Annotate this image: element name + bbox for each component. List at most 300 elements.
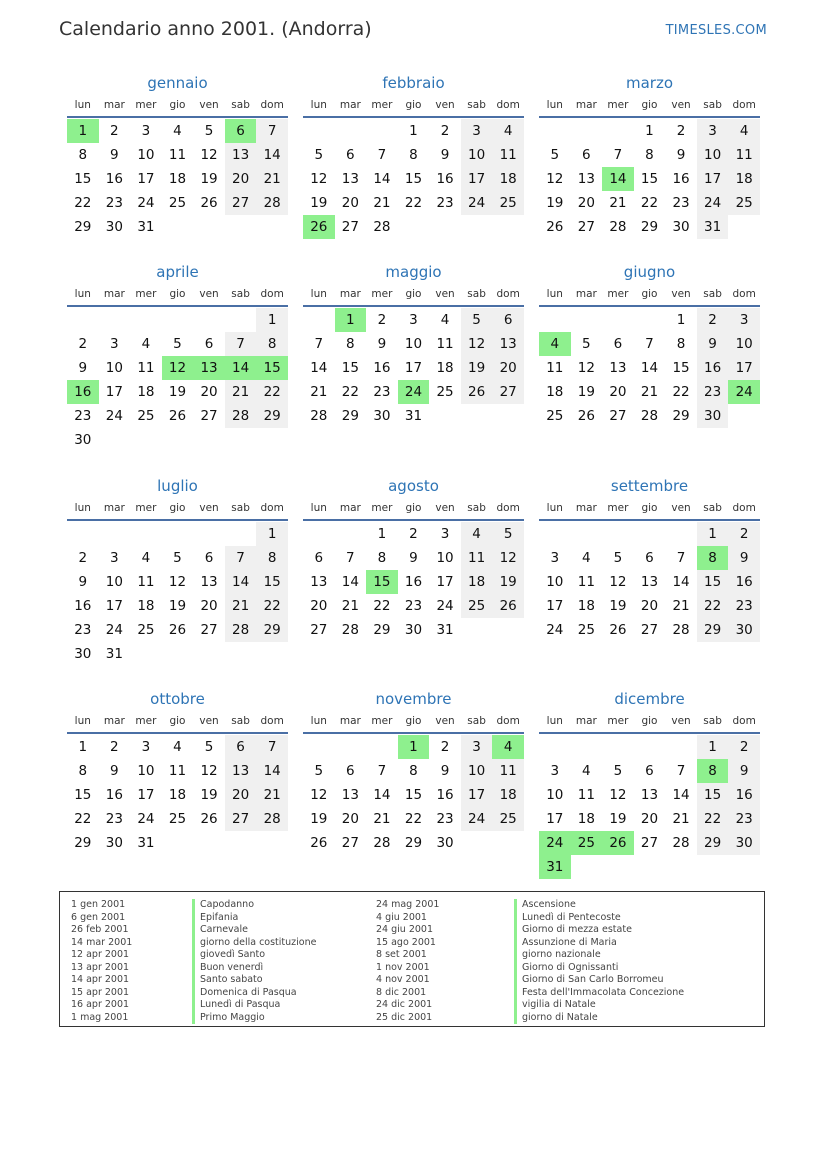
day-cell: 1 [377,526,387,542]
day-cell: 3 [440,526,450,542]
weekday-label: gio [169,99,186,111]
day-cell: 1 [256,308,288,332]
day-grid [539,308,760,452]
brand-link[interactable]: TIMESLES.COM [665,23,767,38]
day-cell: 9 [110,147,119,163]
day-cell: 17 [404,360,423,376]
day-cell: 9 [697,332,729,356]
day-cell: 5 [613,763,623,779]
holiday-name: vigilia di Natale [514,999,684,1012]
holiday-date: 1 mag 2001 [71,1011,129,1023]
day-cell: 10 [697,143,729,167]
day-cell: 30 [404,622,423,638]
weekday-label: lun [74,288,91,300]
day-cell: 15 [404,787,423,803]
day-cell: 27 [492,380,524,404]
weekday-header [67,710,288,734]
weekday-label: dom [260,502,284,514]
month-name: marzo [625,74,674,92]
day-cell: 18 [577,598,595,614]
day-cell: 23 [436,195,454,211]
day-cell: 10 [461,143,493,167]
day-cell-holiday: 8 [697,759,729,783]
day-cell: 6 [314,550,324,566]
weekday-label: sab [467,99,486,111]
day-blank [665,522,697,546]
day-cell: 6 [613,336,623,352]
day-cell: 31 [404,408,423,424]
day-cell: 9 [728,546,760,570]
holiday-names-col-2 [514,899,684,1024]
weekday-label: dom [496,715,520,727]
day-cell: 20 [341,195,359,211]
day-cell: 21 [609,195,627,211]
day-cell: 22 [404,811,423,827]
day-cell: 29 [341,408,359,424]
day-blank [665,735,697,759]
day-blank [571,735,603,759]
day-cell: 29 [74,219,92,235]
day-cell: 24 [461,191,493,215]
day-cell: 25 [492,191,524,215]
day-cell: 20 [492,356,524,380]
day-cell: 12 [310,787,328,803]
month-agosto [303,475,524,666]
day-cell-holiday: 24 [398,380,430,404]
holiday-name: Epifania [192,912,316,925]
weekday-label: mer [607,99,629,111]
day-cell: 3 [141,739,151,755]
weekday-label: ven [671,715,691,727]
day-cell: 17 [436,574,454,590]
day-cell: 27 [577,219,595,235]
day-grid [539,735,760,879]
day-cell: 27 [341,219,359,235]
day-cell: 19 [168,598,187,614]
day-cell: 8 [676,336,686,352]
weekday-label: ven [435,288,455,300]
day-cell: 23 [105,195,123,211]
day-cell: 9 [78,574,88,590]
weekday-label: mer [135,715,157,727]
day-cell: 22 [672,384,690,400]
holiday-date: 25 dic 2001 [376,1011,433,1023]
day-blank [303,735,335,759]
day-cell: 23 [672,195,690,211]
day-cell: 5 [173,336,182,352]
weekday-label: mer [371,288,393,300]
weekday-label: sab [703,502,722,514]
day-cell: 3 [550,550,560,566]
weekday-label: lun [310,715,327,727]
holiday-name: Carnevale [192,924,316,937]
day-blank [366,119,398,143]
weekday-header [67,94,288,118]
day-cell: 5 [314,763,324,779]
weekday-label: mer [135,288,157,300]
weekday-label: dom [260,99,284,111]
day-blank [602,119,634,143]
day-cell: 11 [492,143,524,167]
day-cell: 24 [137,811,155,827]
day-cell: 22 [640,195,659,211]
day-cell: 3 [110,550,119,566]
holiday-date: 15 ago 2001 [376,936,436,948]
weekday-label: lun [74,715,91,727]
day-cell: 2 [697,308,729,332]
day-blank [303,119,335,143]
day-cell: 6 [346,147,355,163]
weekday-label: dom [732,288,756,300]
day-cell: 9 [110,763,119,779]
day-cell: 7 [676,550,686,566]
day-cell: 10 [728,332,760,356]
day-cell: 10 [404,336,423,352]
weekday-label: mar [339,502,361,514]
holiday-date: 24 giu 2001 [376,924,433,935]
weekday-label: mar [339,288,361,300]
day-cell: 7 [256,735,288,759]
month-name: gennaio [147,74,208,92]
day-cell: 4 [141,550,151,566]
day-cell: 28 [672,622,690,638]
holiday-date: 4 nov 2001 [376,974,430,985]
day-cell: 11 [546,360,564,376]
day-cell: 27 [609,408,627,424]
holiday-date: 8 dic 2001 [376,986,427,998]
day-cell: 9 [78,360,88,376]
day-cell: 1 [256,522,288,546]
day-blank [162,522,194,546]
day-cell: 18 [137,598,155,614]
day-cell: 5 [173,550,182,566]
day-blank [571,522,603,546]
holiday-date: 16 apr 2001 [71,999,130,1010]
day-cell: 3 [141,123,151,139]
day-cell: 22 [256,380,288,404]
weekday-label: sab [703,715,722,727]
day-cell: 19 [310,811,328,827]
day-cell: 5 [613,550,623,566]
day-cell: 9 [728,759,760,783]
day-cell: 7 [377,147,387,163]
day-blank [602,522,634,546]
day-cell: 9 [440,147,450,163]
day-cell: 27 [341,835,359,851]
day-cell: 5 [314,147,324,163]
day-cell: 17 [461,167,493,191]
month-maggio [303,261,524,452]
holiday-date: 13 apr 2001 [71,961,130,973]
day-cell: 23 [404,598,423,614]
day-cell: 19 [492,570,524,594]
day-cell: 29 [256,618,288,642]
day-cell: 12 [492,546,524,570]
weekday-label: ven [199,502,219,514]
weekday-label: dom [496,288,520,300]
day-cell: 22 [256,594,288,618]
weekday-label: ven [671,502,691,514]
day-cell: 22 [697,594,729,618]
day-cell: 4 [582,763,591,779]
month-name: febbraio [382,74,445,92]
weekday-label: lun [310,99,327,111]
weekday-label: mer [371,502,393,514]
day-cell: 4 [461,522,493,546]
weekday-label: ven [435,715,455,727]
day-cell: 27 [225,191,257,215]
day-cell: 25 [436,384,454,400]
day-cell: 30 [105,219,123,235]
day-cell: 18 [436,360,454,376]
day-cell-holiday: 1 [67,119,99,143]
weekday-header [303,710,524,734]
day-cell-holiday: 26 [602,831,634,855]
day-cell: 15 [341,360,359,376]
day-cell: 14 [256,143,288,167]
month-settembre [539,475,760,666]
day-cell: 8 [256,546,288,570]
day-cell: 25 [577,622,595,638]
holiday-name: Giorno di Ognissanti [514,962,684,975]
day-cell: 14 [672,787,690,803]
day-cell: 24 [105,622,123,638]
weekday-label: sab [231,715,250,727]
day-grid [303,735,524,879]
day-cell: 29 [256,404,288,428]
day-cell: 1 [676,312,686,328]
day-cell: 25 [137,622,155,638]
day-cell: 29 [697,618,729,642]
day-cell: 21 [672,598,690,614]
day-cell: 21 [225,594,257,618]
day-blank [539,119,571,143]
weekday-label: gio [405,99,422,111]
weekday-label: ven [671,288,691,300]
day-cell-holiday: 31 [539,855,571,879]
month-aprile [67,261,288,452]
day-cell: 1 [78,739,88,755]
day-cell: 17 [137,171,155,187]
weekday-label: mar [575,288,597,300]
day-cell: 7 [346,550,355,566]
weekday-label: dom [496,502,520,514]
weekday-label: mer [371,715,393,727]
day-cell: 31 [436,622,454,638]
day-cell: 18 [137,384,155,400]
day-grid [67,735,288,879]
day-cell: 16 [697,356,729,380]
day-cell: 14 [640,360,659,376]
day-cell: 11 [168,147,187,163]
weekday-label: gio [405,288,422,300]
holiday-name: Lunedì di Pasqua [192,999,316,1012]
day-blank [539,522,571,546]
day-cell: 27 [200,622,218,638]
day-cell: 3 [110,336,119,352]
weekday-label: lun [310,502,327,514]
day-cell: 8 [346,336,355,352]
weekday-label: dom [260,715,284,727]
day-cell: 14 [373,171,391,187]
day-cell: 18 [492,783,524,807]
day-blank [335,735,367,759]
day-blank [634,308,666,332]
day-blank [193,522,225,546]
day-cell: 26 [609,622,627,638]
day-cell: 10 [105,574,123,590]
day-cell: 11 [137,360,155,376]
day-cell: 20 [640,598,659,614]
day-cell: 11 [137,574,155,590]
day-blank [162,308,194,332]
day-cell: 17 [105,384,123,400]
day-cell: 15 [404,171,423,187]
weekday-header [539,497,760,521]
day-cell: 16 [105,171,123,187]
day-cell: 18 [168,787,187,803]
weekday-label: mer [607,715,629,727]
day-cell: 17 [137,787,155,803]
day-cell: 16 [105,787,123,803]
day-cell: 18 [461,570,493,594]
month-gennaio [67,72,288,239]
day-cell: 18 [728,167,760,191]
holiday-names-col-1 [192,899,316,1024]
day-cell: 24 [461,807,493,831]
day-cell-holiday: 4 [539,332,571,356]
day-cell: 19 [577,384,595,400]
day-cell: 10 [546,574,564,590]
day-cell: 29 [373,622,391,638]
weekday-label: mar [103,502,125,514]
day-cell: 12 [200,763,218,779]
day-cell: 4 [440,312,450,328]
day-cell: 5 [204,739,214,755]
holiday-date: 15 apr 2001 [71,986,130,998]
day-cell: 29 [697,831,729,855]
day-blank [99,308,131,332]
day-cell: 11 [728,143,760,167]
holiday-date: 14 mar 2001 [71,936,133,948]
day-blank [130,522,162,546]
day-cell: 23 [74,622,92,638]
day-cell-holiday: 4 [492,735,524,759]
day-cell: 6 [346,763,355,779]
day-cell: 7 [676,763,686,779]
day-cell: 28 [609,219,627,235]
weekday-header [539,283,760,307]
day-cell: 27 [310,622,328,638]
holiday-name: Lunedì di Pentecoste [514,912,684,925]
weekday-label: gio [169,288,186,300]
day-cell: 21 [640,384,659,400]
day-cell: 27 [640,835,659,851]
day-cell: 10 [105,360,123,376]
day-cell: 21 [256,167,288,191]
day-cell: 7 [314,336,324,352]
day-cell: 13 [640,787,659,803]
day-cell: 20 [225,167,257,191]
weekday-label: sab [467,502,486,514]
weekday-label: mer [135,99,157,111]
holiday-dates-col-1 [71,899,132,1024]
day-cell: 20 [200,384,218,400]
day-grid [303,522,524,666]
day-blank [303,308,335,332]
day-cell: 8 [78,763,88,779]
day-cell: 9 [409,550,418,566]
day-cell: 21 [373,811,391,827]
day-cell: 12 [461,332,493,356]
day-cell: 25 [168,811,187,827]
day-cell: 14 [672,574,690,590]
day-cell: 26 [168,622,187,638]
day-cell: 31 [105,646,123,662]
day-cell: 7 [645,336,654,352]
day-cell: 28 [225,618,257,642]
day-cell: 6 [582,147,591,163]
day-cell: 16 [436,787,454,803]
day-cell: 4 [728,119,760,143]
day-cell: 30 [436,835,454,851]
holiday-name: Primo Maggio [192,1012,316,1025]
holiday-date: 6 gen 2001 [71,911,126,923]
day-cell: 28 [225,404,257,428]
day-cell: 31 [697,215,729,239]
day-cell: 28 [640,408,659,424]
day-cell: 8 [377,550,387,566]
day-cell: 15 [74,171,92,187]
day-cell: 5 [550,147,560,163]
weekday-label: dom [732,99,756,111]
day-cell: 2 [110,739,119,755]
day-cell: 27 [225,807,257,831]
weekday-label: mer [135,502,157,514]
month-name: aprile [156,263,199,281]
month-name: ottobre [150,690,205,708]
day-cell: 8 [78,147,88,163]
day-cell: 12 [200,147,218,163]
day-cell: 6 [225,735,257,759]
holiday-date: 12 apr 2001 [71,949,130,960]
day-cell: 10 [137,147,155,163]
day-cell: 3 [728,308,760,332]
day-cell: 30 [672,219,690,235]
month-name: novembre [375,690,452,708]
day-cell: 16 [672,171,690,187]
holiday-name: Domenica di Pasqua [192,987,316,1000]
day-cell: 30 [74,646,92,662]
weekday-label: sab [231,502,250,514]
day-cell: 7 [377,763,387,779]
day-cell: 24 [436,598,454,614]
day-cell: 2 [110,123,119,139]
month-name: agosto [388,477,439,495]
day-cell: 24 [697,191,729,215]
day-cell: 16 [436,171,454,187]
holiday-date: 4 giu 2001 [376,911,427,923]
day-cell: 3 [461,119,493,143]
day-cell: 13 [200,574,218,590]
day-cell: 17 [461,783,493,807]
day-cell: 22 [373,598,391,614]
holiday-name: giovedì Santo [192,949,316,962]
day-cell-holiday: 14 [225,356,257,380]
weekday-label: mar [575,502,597,514]
month-name: giugno [623,263,676,281]
day-cell-holiday: 26 [303,215,335,239]
